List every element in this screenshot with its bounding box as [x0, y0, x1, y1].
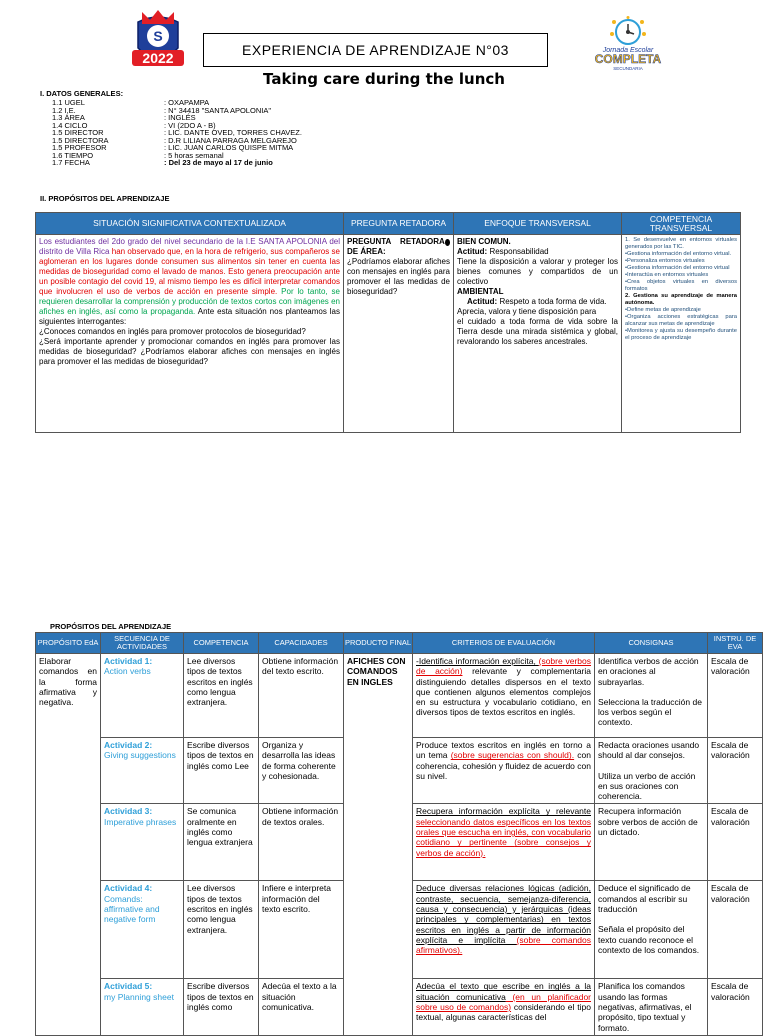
activity-cell: Actividad 2: Giving suggestions [101, 738, 184, 804]
final-product-cell: AFICHES CON COMANDOS EN INGLES [344, 654, 413, 1036]
situation-question-2: ¿Será importante aprender y promocionar comandos en inglés para promover las medidas de bioseguridad? ¿Podríamos elaborar afiches con mensajes en inglés para promover el las medidas de bioseguridad? [39, 337, 340, 366]
activity-cell: Actividad 1: Action verbs [101, 654, 184, 738]
table2-header: CAPACIDADES [259, 633, 344, 654]
svg-text:COMPLETA: COMPLETA [594, 52, 662, 66]
header-approach: ENFOQUE TRANSVERSAL [454, 213, 622, 235]
competence-cell [622, 235, 741, 433]
competence-cell: Escribe diversos tipos de textos en inglés como [184, 979, 259, 1035]
competence-item: •Gestiona información del entorno virtual [625, 265, 730, 271]
table2-header: SECUENCIA DE ACTIVIDADES [101, 633, 184, 654]
capacity-cell: Adecúa el texto a la situación comunicativa. [259, 979, 344, 1035]
header-situation: SITUACIÓN SIGNIFICATIVA CONTEXTUALIZADA [36, 213, 344, 235]
general-data-label: 1.5 DIRECTORA [52, 135, 109, 145]
instrument-cell: Escala de valoración [708, 804, 763, 881]
general-data-value: : N° 34418 "SANTA APOLONIA" [164, 105, 271, 115]
general-data-row [52, 159, 302, 167]
competence-item: 2. Gestiona su aprendizaje de manera autónoma. [625, 293, 737, 306]
competence-item: •Crea objetos virtuales en diversos formatos [625, 279, 737, 292]
criteria-cell: Recupera información explícita y relevante seleccionando datos específicos en los textos orales que escucha en inglés, con vocabulario cotidiano y pertinente (sobre consejos y verbos de acción). [413, 804, 595, 881]
competence-item: •Personaliza entornos virtuales [625, 258, 705, 264]
table2-header: PROPÓSITO EdA [36, 633, 101, 654]
general-data-heading: I. DATOS GENERALES: [40, 89, 124, 98]
activity-cell: Actividad 5: my Planning sheet [101, 979, 184, 1035]
capacity-cell: Organiza y desarrolla las ideas de forma coherente y cohesionada. [259, 738, 344, 804]
general-data-value: : VI (2DO A - B) [164, 120, 216, 130]
question-cell: PREGUNTA RETADORA DE ÁREA: ¿Podríamos elaborar afiches con mensajes en inglés para promover el las medidas de bioseguridad? [344, 235, 454, 433]
general-data-list [52, 99, 302, 167]
instructions-cell: Identifica verbos de acción en oraciones al subrayarlas. Selecciona la traducción de los verbos según el contexto. [595, 654, 708, 738]
activity-cell: Actividad 4: Comands: affirmative and negative form [101, 881, 184, 979]
school-badge-logo [128, 8, 188, 70]
general-data-value: : INGLÉS [164, 113, 196, 122]
capacity-cell: Obtiene información del texto escrito. [259, 654, 344, 738]
instrument-cell: Escala de valoración [708, 881, 763, 979]
capacity-cell: Infiere e interpreta información del texto escrito. [259, 881, 344, 979]
document-title: EXPERIENCIA DE APRENDIZAJE N°03 [203, 33, 548, 67]
competence-item: •Monitorea y ajusta su desempeño durante el proceso de aprendizaje [625, 328, 737, 341]
criteria-cell: -Identifica información explícita, (sobre verbos de acción) relevante y complementaria distinguiendo detalles dispersos en el texto que contienen algunos elementos complejos en su estructura y vocabulario cotidiano, en diversos tipos de textos escritos en inglés. [413, 654, 595, 738]
experience-subtitle: Taking care during the lunch [263, 70, 505, 88]
activity-cell: Actividad 3: Imperative phrases [101, 804, 184, 881]
instructions-cell: Deduce el significado de comandos al escribir su traducción Señala el propósito del texto cuando reconoce el contexto de los comandos. [595, 881, 708, 979]
general-data-label: 1.5 PROFESOR [52, 143, 107, 152]
table-row [36, 654, 763, 738]
general-data-label: 1.2 I.E. [52, 105, 76, 115]
general-data-value: : 5 horas semanal [164, 150, 224, 160]
general-data-label: 1.7 FECHA [52, 158, 90, 167]
header-question: PREGUNTA RETADORA [344, 213, 454, 235]
activities-table [35, 632, 763, 1036]
instrument-cell: Escala de valoración [708, 654, 763, 738]
competence-cell: Lee diversos tipos de textos escritos en inglés como lengua extranjera. [184, 654, 259, 738]
situation-question-1: ¿Conoces comandos en inglés para promover protocolos de bioseguridad? [39, 327, 306, 336]
purposes-table [35, 212, 741, 433]
table2-header: CONSIGNAS [595, 633, 708, 654]
svg-text:Jornada Escolar: Jornada Escolar [602, 47, 654, 54]
competence-cell: Se comunica oralmente en inglés como lengua extranjera [184, 804, 259, 881]
competence-item: •Gestiona información del entorno virtual. [625, 251, 732, 257]
instructions-cell: Redacta oraciones usando should al dar consejos. Utiliza un verbo de acción en sus oraciones con coherencia. [595, 738, 708, 804]
jornada-completa-logo [588, 16, 668, 72]
competence-item: •Interactúa en entornos virtuales [625, 272, 709, 278]
competence-item: •Define metas de aprendizaje [625, 307, 701, 313]
competence-item: 1. Se desenvuelve en entornos virtuales generados por las TIC. [625, 237, 737, 250]
criteria-cell: Deduce diversas relaciones lógicas (adición, contraste, secuencia, semejanza-diferencia, causa y consecuencia) y jerárquicas (ideas principales y complementarias) en textos escritos en inglés a partir de información explícita e implícita (sobre comandos afirmativos). [413, 881, 595, 979]
instrument-cell: Escala de valoración [708, 979, 763, 1035]
situation-cell: Los estudiantes del 2do grado del nivel secundario de la I.E SANTA APOLONIA del distrito de Villa Rica han observado que, en la hora de refrigerio, sus compañeros se aglomeran en los lugares donde consumen sus alimentos sin tener en cuenta las medidas de bioseguridad como el lavado de manos. Esto genera preocupación ante un posible contagio del covid 19, al mismo tiempo les es difícil interpretar comandos que involucren el uso de verbos de acción en presente simple. Por lo tanto, se requieren desarrollar la comprensión y producción de textos cortos con imágenes en afiches en inglés, así como la propaganda. Ante esta situación nos planteamos las siguientes interrogantes: ¿Conoces comandos en inglés para promover protocolos de bioseguridad? ¿Será importante aprender y promocionar comandos en inglés para promover las medidas de bioseguridad? ¿Podríamos elaborar afiches con mensajes en inglés para promover el las medidas de bioseguridad? [36, 235, 344, 433]
competence-cell: Escribe diversos tipos de textos en inglés como Lee [184, 738, 259, 804]
header-competence: COMPETENCIA TRANSVERSAL [622, 213, 741, 235]
table2-header: COMPETENCIA [184, 633, 259, 654]
general-data-label: 1.1 UGEL [52, 98, 85, 107]
general-data-value: : LIC. JUAN CARLOS QUISPE MITMA [164, 143, 294, 152]
table2-header: INSTRU. DE EVA [708, 633, 763, 654]
general-data-value: : OXAPAMPA [164, 98, 210, 107]
bullet-icon [445, 239, 450, 246]
purposes-heading: II. PROPÓSITOS DEL APRENDIZAJE [40, 194, 170, 203]
table2-header: CRITERIOS DE EVALUACIÓN [413, 633, 595, 654]
table2-header: PRODUCTO FINAL [344, 633, 413, 654]
capacity-cell: Obtiene información de textos orales. [259, 804, 344, 881]
general-data-label: 1.5 DIRECTOR [52, 128, 104, 137]
general-data-label: 1.4 CICLO [52, 120, 88, 130]
instructions-cell: Recupera información sobre verbos de acción de un dictado. [595, 804, 708, 881]
general-data-label: 1.3 ÁREA [52, 113, 85, 122]
general-data-label: 1.6 TIEMPO [52, 150, 94, 160]
criteria-cell: Produce textos escritos en inglés en torno a un tema (sobre sugerencias con should). con coherencia, cohesión y fluidez de acuerdo con su nivel. [413, 738, 595, 804]
svg-text:S: S [153, 28, 163, 44]
competence-cell: Lee diversos tipos de textos escritos en inglés como lengua extranjera. [184, 881, 259, 979]
general-data-value: : LIC. DANTE OVED, TORRES CHAVEZ. [164, 128, 302, 137]
criteria-cell: Adecúa el texto que escribe en inglés a la situación comunicativa (en un planificador sobre uso de comandos) considerando el tipo textual, algunas características del [413, 979, 595, 1035]
table2-heading: PROPÓSITOS DEL APRENDIZAJE [50, 622, 172, 631]
general-data-value: : D.R LILIANA PARRAGA MELGAREJO [164, 135, 297, 145]
instrument-cell: Escala de valoración [708, 738, 763, 804]
competence-item: •Organiza acciones estratégicas para alcanzar sus metas de aprendizaje [625, 314, 737, 327]
approach-cell: BIEN COMUN. Actitud: Responsabilidad Tiene la disposición a valorar y proteger los bienes comunes y compartidos de un colectivo AMBIENTAL Actitud: Respeto a toda forma de vida. Aprecia, valora y tiene disposición para el cuidado a toda forma de vida sobre la Tierra desde una mirada sistémica y global, revalorando los saberes ancestrales. [454, 235, 622, 433]
svg-text:SECUNDARIA: SECUNDARIA [613, 66, 643, 71]
general-data-value: : Del 23 de mayo al 17 de junio [164, 158, 273, 167]
badge-year: 2022 [142, 50, 174, 66]
instructions-cell: Planifica los comandos usando las formas negativas, afirmativas, el propósito, tipo textual y formato. [595, 979, 708, 1035]
purpose-cell: Elaborar comandos en la forma afirmativa y negativa. [36, 654, 101, 1036]
